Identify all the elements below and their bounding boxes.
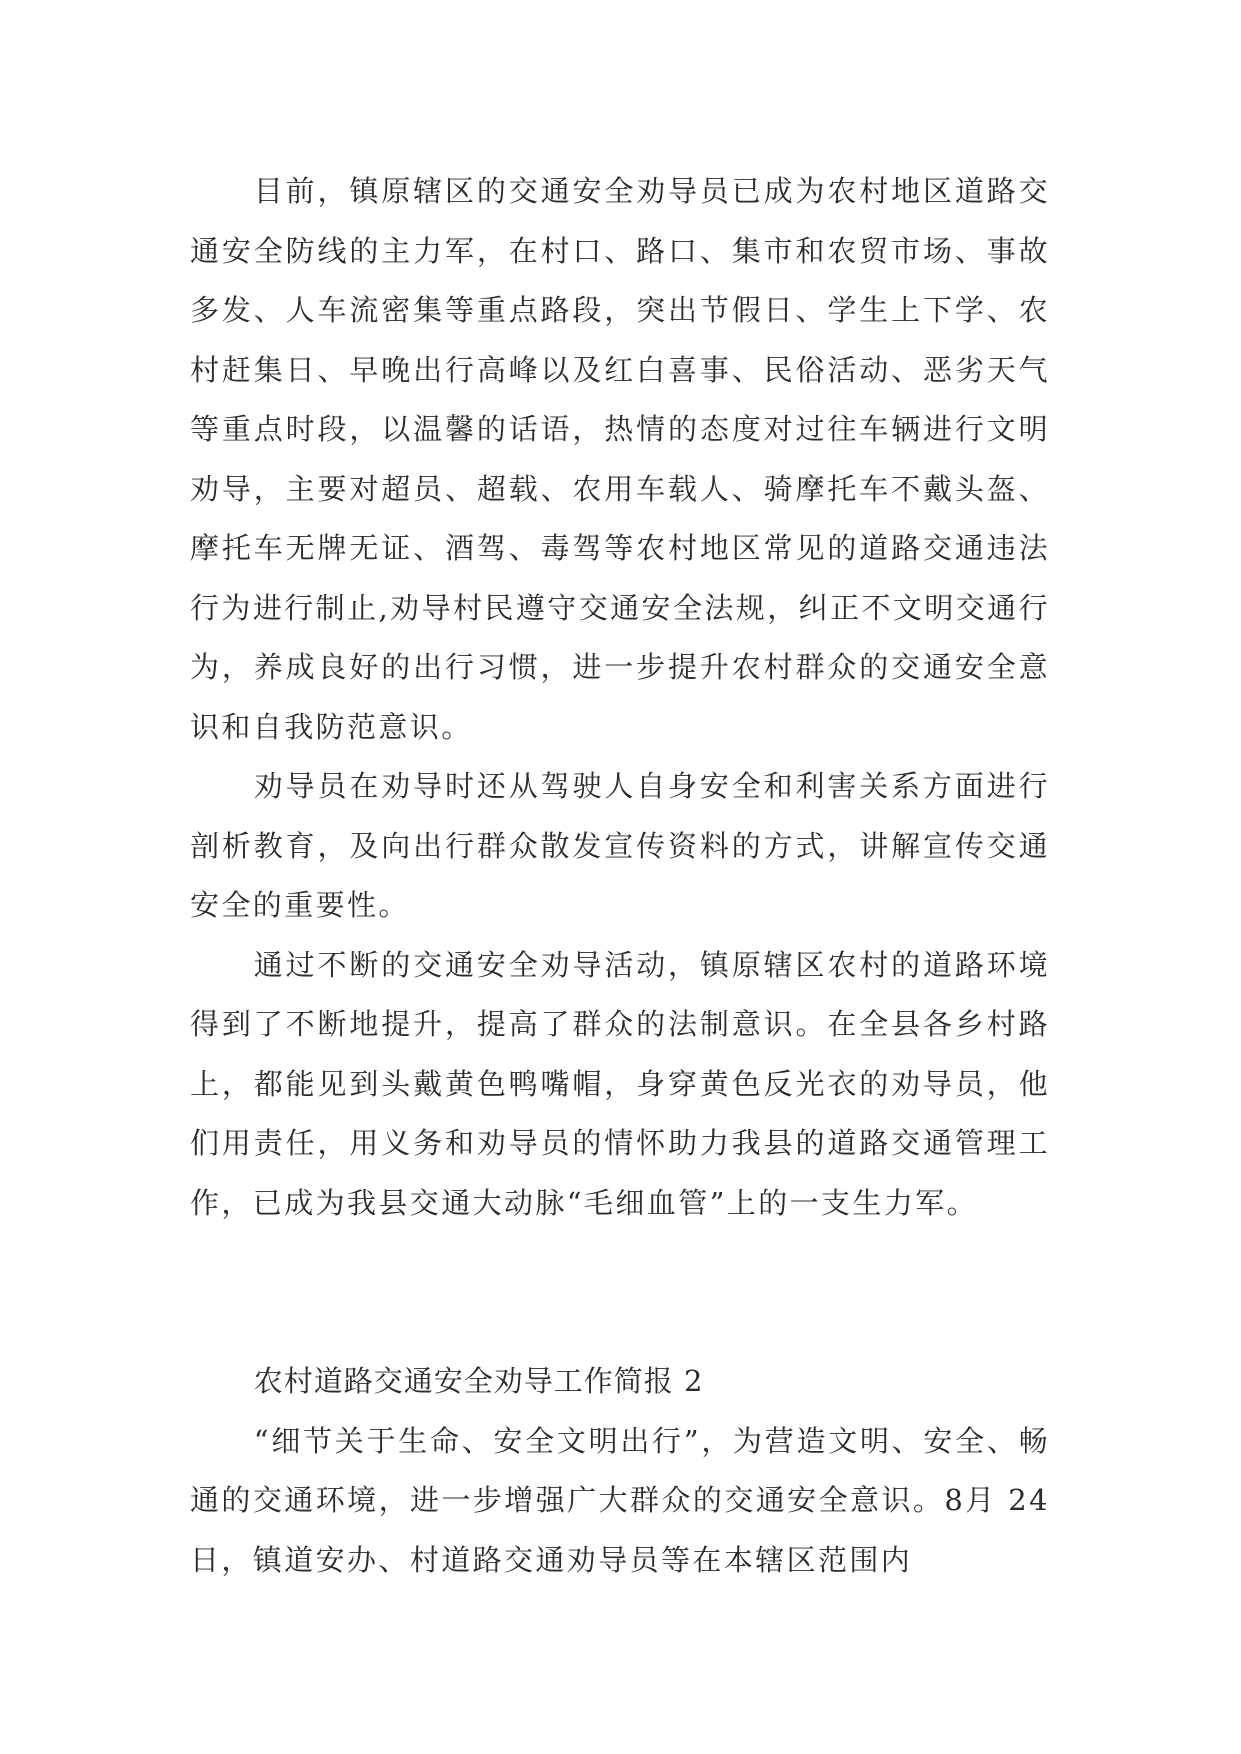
document-body <box>190 162 1050 1590</box>
section-title: 农村道路交通安全劝导工作简报 2 <box>253 1364 704 1398</box>
paragraph-persuaders-role: 目前，镇原辖区的交通安全劝导员已成为农村地区道路交通安全防线的主力军，在村口、路口、集市和农贸市场、事故多发、人车流密集等重点路段，突出节假日、学生上下学、农村赶集日、早晚出行高峰以及红白喜事、民俗活动、恶劣天气等重点时段，以温馨的话语，热情的态度对过往车辆进行文明劝导，主要对超员、超载、农用车载人、骑摩托车不戴头盔、摩托车无牌无证、酒驾、毒驾等农村地区常见的道路交通违法行为进行制止,劝导村民遵守交通安全法规，纠正不文明交通行为，养成良好的出行习惯，进一步提升农村群众的交通安全意识和自我防范意识。 <box>190 174 1050 744</box>
paragraph-education-method: 劝导员在劝导时还从驾驶人自身安全和利害关系方面进行剖析教育，及向出行群众散发宣传资料的方式，讲解宣传交通安全的重要性。 <box>190 769 1050 922</box>
paragraph-report-2-intro: “细节关于生命、安全文明出行”，为营造文明、安全、畅通的交通环境，进一步增强广大群众的交通安全意识。8月 24 日，镇道安办、村道路交通劝导员等在本辖区范围内 <box>190 1423 1050 1577</box>
paragraph-results: 通过不断的交通安全劝导活动，镇原辖区农村的道路环境得到了不断地提升，提高了群众的法制意识。在全县各乡村路上，都能见到头戴黄色鸭嘴帽，身穿黄色反光衣的劝导员，他们用责任，用义务和劝导员的情怀助力我县的道路交通管理工作，已成为我县交通大动脉“毛细血管”上的一支生力军。 <box>190 947 1050 1220</box>
section-spacer <box>190 1233 1050 1352</box>
